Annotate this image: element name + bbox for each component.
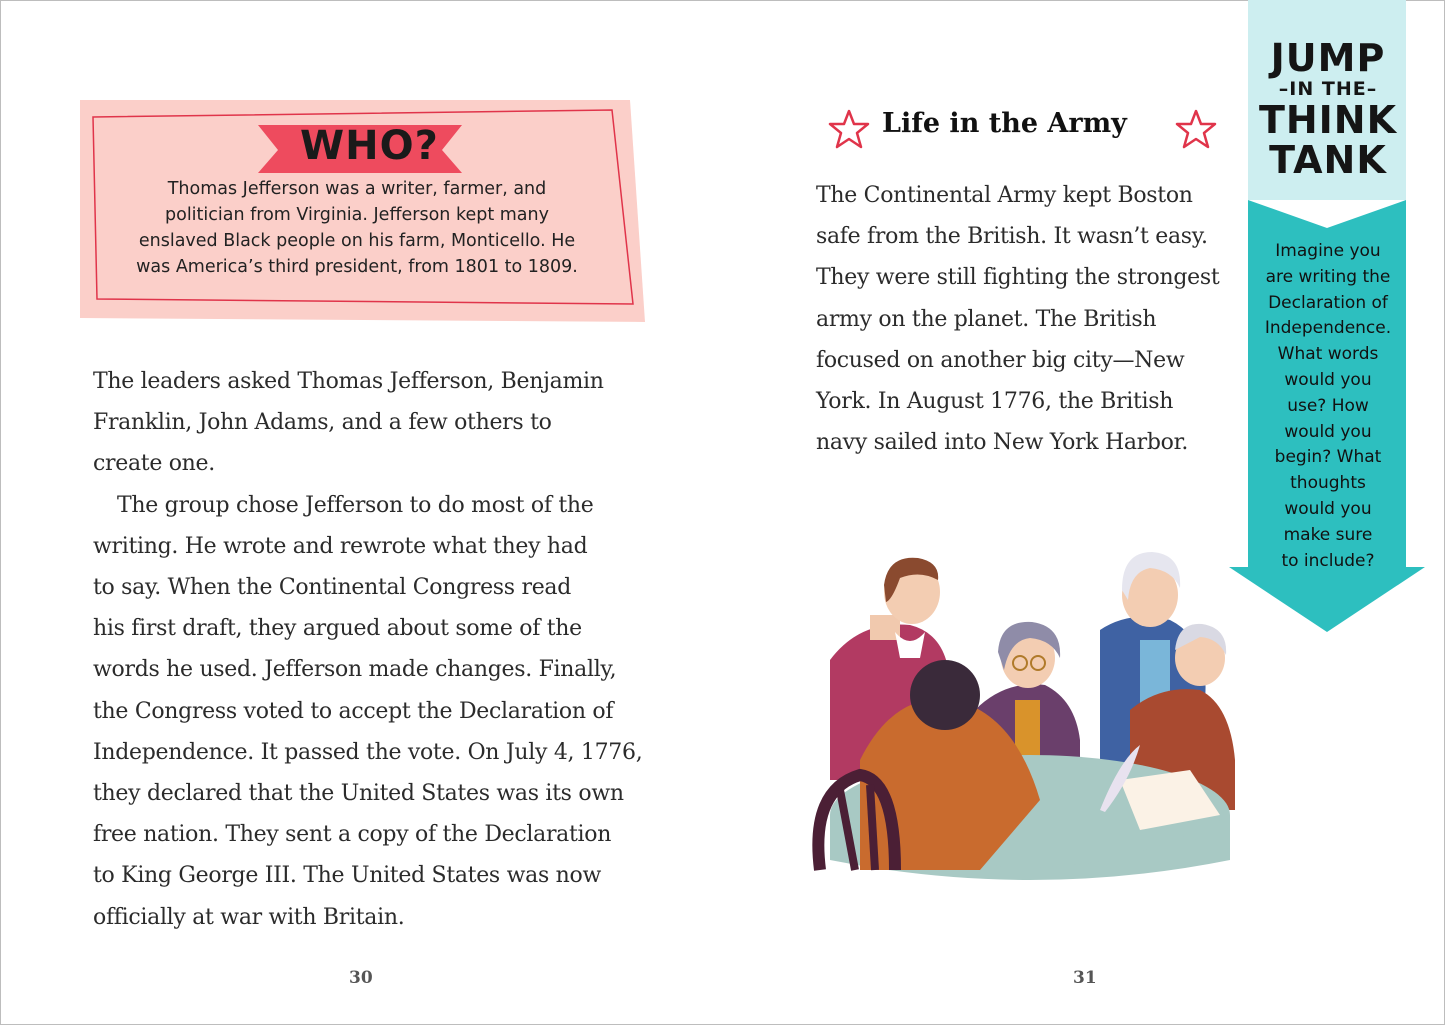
body-line: navy sailed into New York Harbor. — [816, 430, 1189, 456]
body-line: The group chose Jefferson to do most of the — [117, 492, 594, 518]
think-tank-prompt — [1252, 239, 1404, 574]
tank-line: thoughts — [1290, 473, 1366, 494]
who-line: enslaved Black people on his farm, Monticello. He — [138, 231, 576, 251]
who-title: WHO? — [300, 123, 439, 169]
tank-line: would you — [1284, 369, 1372, 390]
body-line: create one. — [93, 451, 215, 477]
body-line: they declared that the United States was its own — [93, 781, 624, 807]
body-line: officially at war with Britain. — [93, 904, 405, 930]
tank-line: Imagine you — [1275, 241, 1381, 261]
body-line: Independence. It passed the vote. On July 4, 1776, — [93, 739, 643, 765]
tank-line: begin? What — [1274, 447, 1382, 468]
body-line: York. In August 1776, the British — [816, 389, 1174, 415]
body-line: The Continental Army kept Boston — [816, 183, 1193, 208]
page-number-left: 30 — [349, 968, 373, 988]
think-tank-title — [1250, 38, 1406, 180]
tank-title-think: THINK — [1258, 98, 1398, 142]
who-line: politician from Virginia. Jefferson kept many — [165, 205, 549, 225]
body-line: the Congress voted to accept the Declaration of — [93, 698, 614, 724]
who-line: Thomas Jefferson was a writer, farmer, and — [167, 179, 547, 199]
tank-line: Independence. — [1264, 318, 1392, 339]
tank-line: would you — [1284, 498, 1372, 519]
body-line: writing. He wrote and rewrote what they had — [93, 533, 588, 559]
tank-line: What words — [1277, 344, 1379, 365]
tank-title-jump: JUMP — [1270, 36, 1386, 80]
body-line: to say. When the Continental Congress read — [93, 575, 572, 601]
tank-line: Declaration of — [1268, 292, 1388, 313]
body-line: his first draft, they argued about some of the — [93, 616, 582, 642]
body-line: safe from the British. It wasn’t easy. — [816, 224, 1208, 250]
tank-line: to include? — [1281, 550, 1375, 571]
body-line: They were still fighting the strongest — [816, 265, 1220, 291]
tank-line: are writing the — [1265, 266, 1391, 287]
tank-line: use? How — [1287, 395, 1369, 416]
body-line: to King George III. The United States was now — [93, 863, 601, 889]
tank-line: would you — [1284, 421, 1372, 442]
body-line: focused on another big city—New — [816, 347, 1185, 373]
tank-line: make sure — [1283, 524, 1373, 545]
tank-title-in-the: –IN THE– — [1278, 78, 1378, 100]
page-number-right: 31 — [1073, 968, 1097, 988]
body-line: free nation. They sent a copy of the Declaration — [93, 822, 612, 848]
founders-illustration — [800, 540, 1240, 900]
tank-title-tank: TANK — [1269, 138, 1387, 182]
body-line: The leaders asked Thomas Jefferson, Benjamin — [93, 369, 604, 394]
who-line: was America’s third president, from 1801 to 1809. — [136, 257, 578, 277]
body-line: words he used. Jefferson made changes. Finally, — [93, 657, 617, 683]
army-heading: Life in the Army — [882, 108, 1127, 139]
body-line: Franklin, John Adams, and a few others to — [93, 410, 552, 436]
body-line: army on the planet. The British — [816, 306, 1157, 332]
